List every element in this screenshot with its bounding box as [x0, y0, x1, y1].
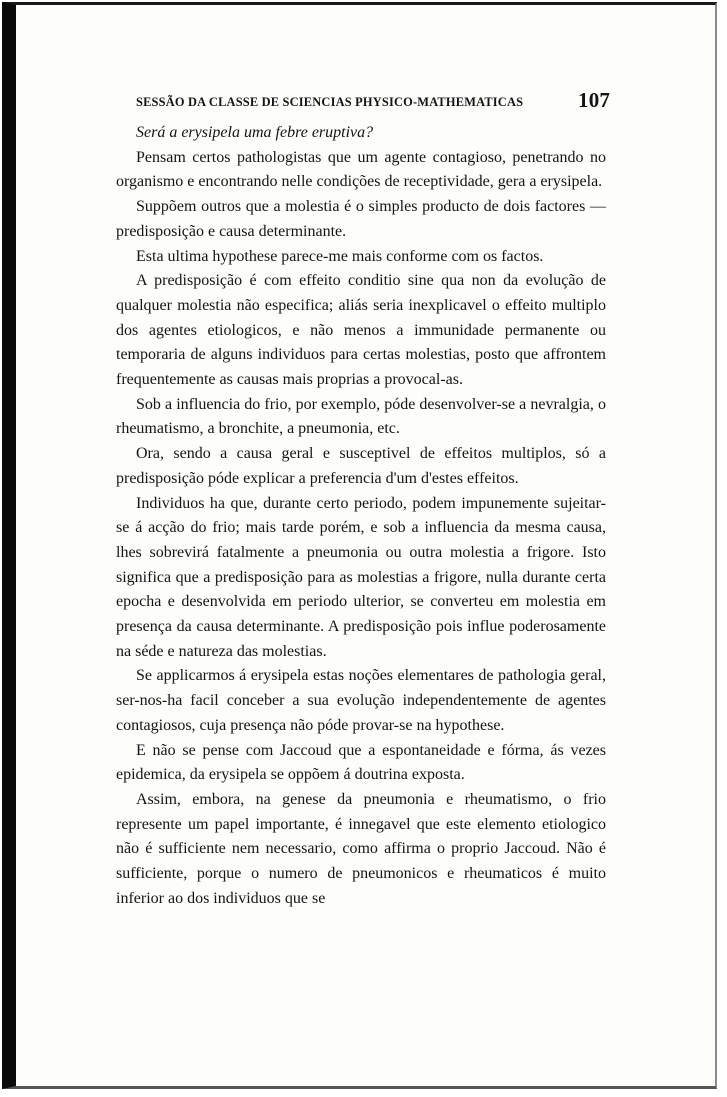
- paragraph: Se applicarmos á erysipela estas noções elementares de pathologia geral, ser-nos-ha facil conceber a sua evolução independentemente de agentes contagiosos, cuja presença não póde provar-se na hypothese.: [116, 667, 606, 734]
- paragraph: Sob a influencia do frio, por exemplo, póde desenvolver-se a nevralgia, o rheumatismo, a bronchite, a pneumonia, etc.: [116, 395, 606, 438]
- running-title: SESSÃO DA CLASSE DE SCIENCIAS PHYSICO-MATHEMATICAS: [136, 95, 524, 109]
- paragraph: Individuos ha que, durante certo periodo, podem impunemente sujeitar-se á acção do frio; mais tarde porém, e sob a influencia da mesma causa, lhes sobrevirá fatalmente a pneumonia ou outra molestia a frigore. Isto significa que a predisposição para as molestias a frigore, nulla durante certa epocha e desenvolvida em periodo ulterior, se converteu em molestia em presença da causa determinante. A predisposição pois influe poderosamente na séde e natureza das molestias.: [116, 494, 606, 660]
- paragraph: A predisposição é com effeito conditio sine qua non da evolução de qualquer molestia não especifica; aliás seria inexplicavel o effeito multiplo dos agentes etiologicos, e não menos a immunidade permanente ou temporaria de alguns individuos para certas molestias, posto que affrontem frequentemente as causas mais proprias a provocal-as.: [116, 272, 606, 389]
- paragraph: Esta ultima hypothese parece-me mais conforme com os factos.: [136, 247, 544, 265]
- book-page: [116, 87, 611, 912]
- paragraph: Suppõem outros que a molestia é o simples producto de dois factores — predisposição e causa determinante.: [116, 198, 606, 240]
- scan-frame: [2, 2, 717, 1089]
- running-header: [116, 87, 611, 117]
- paragraph: Ora, sendo a causa geral e susceptivel de effeitos multiplos, só a predisposição póde explicar a preferencia d'um d'estes effeitos.: [116, 445, 606, 487]
- paragraph: Pensam certos pathologistas que um agente contagioso, penetrando no organismo e encontrando nelle condições de receptividade, gera a erysipela.: [116, 148, 606, 191]
- paragraph: Assim, embora, na genese da pneumonia e rheumatismo, o frio represente um papel importante, é innegavel que este elemento etiologico não é sufficiente nem necessario, como affirma o proprio Jaccoud. Não é sufficiente, porque o numero de pneumonicos e rheumaticos é muito inferior ao dos individuos que se: [116, 790, 606, 907]
- body-text: [116, 121, 606, 912]
- paragraph-question: Será a erysipela uma febre eruptiva?: [136, 124, 374, 141]
- paragraph: E não se pense com Jaccoud que a espontaneidade e fórma, ás vezes epidemica, da erysipela se oppõem á doutrina exposta.: [116, 741, 606, 784]
- page-number: 107: [578, 88, 611, 112]
